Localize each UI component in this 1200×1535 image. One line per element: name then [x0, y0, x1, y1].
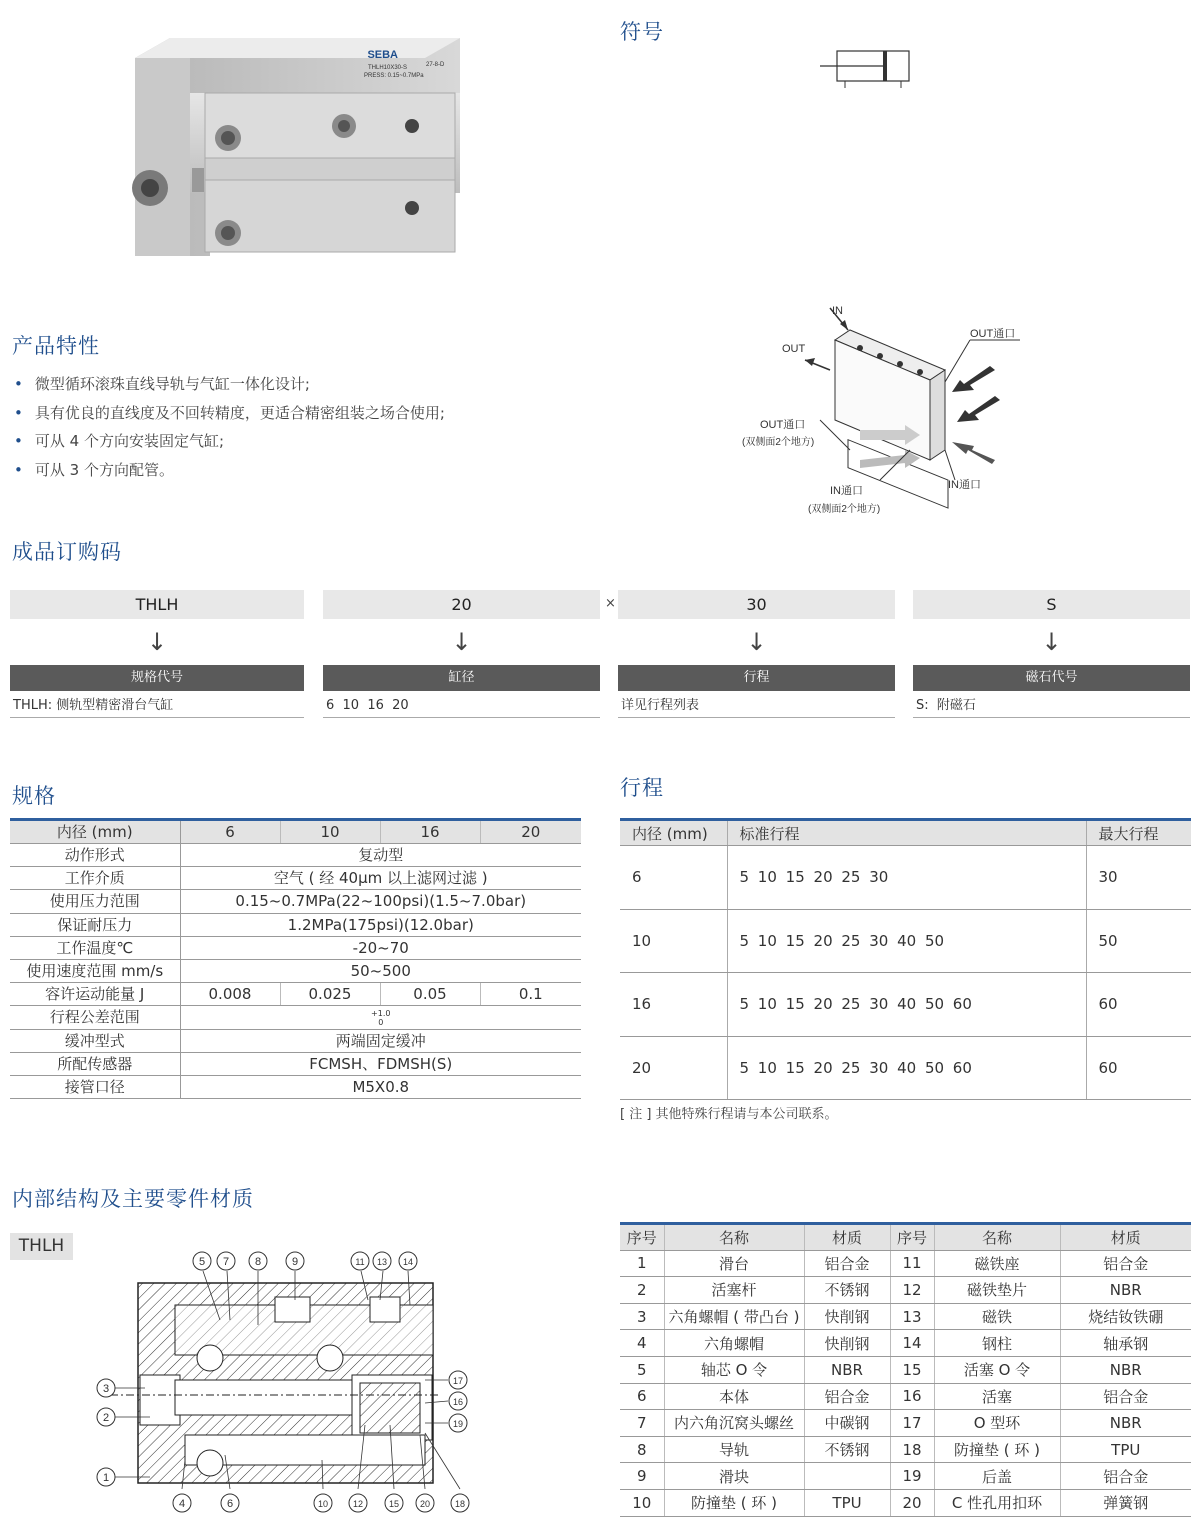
cell: NBR — [1060, 1356, 1191, 1383]
cell: 导轨 — [664, 1436, 804, 1463]
table-header-cell: 标准行程 — [727, 820, 1086, 846]
port-label-in: IN — [832, 305, 843, 317]
section-title-structure: 内部结构及主要零件材质 — [12, 1187, 254, 1211]
cell: 本体 — [664, 1383, 804, 1410]
bore-cell: 10 — [620, 909, 727, 973]
callout-19 — [449, 1414, 467, 1432]
cell: 快削钢 — [804, 1303, 890, 1330]
feature-item: • 微型循环滚珠直线导轨与气缸一体化设计; — [14, 370, 445, 399]
down-arrow-icon: ↓ — [146, 628, 168, 656]
cell: TPU — [1060, 1436, 1191, 1463]
callout-label: 20 — [419, 1499, 431, 1509]
cell: 7 — [620, 1410, 664, 1437]
callout-label: 14 — [402, 1257, 414, 1267]
callout-label: 11 — [355, 1257, 365, 1267]
table-row — [620, 1463, 1191, 1490]
cell: 20 — [890, 1489, 934, 1516]
bore-cell: 20 — [620, 1036, 727, 1100]
cell: 铝合金 — [804, 1250, 890, 1277]
table-row — [10, 959, 581, 982]
standard-stroke-cell: 5 10 15 20 25 30 40 50 60 — [727, 1036, 1086, 1100]
bore-cell: 6 — [620, 846, 727, 910]
cell: 磁铁垫片 — [934, 1277, 1060, 1304]
row-value: M5X0.8 — [180, 1075, 581, 1098]
section-title-features: 产品特性 — [12, 334, 100, 358]
table-row — [620, 909, 1191, 973]
callout-3 — [97, 1379, 115, 1397]
tolerance-lower: 0 — [378, 1017, 384, 1027]
callout-6 — [221, 1494, 239, 1512]
table-row — [620, 1410, 1191, 1437]
cell: 轴承钢 — [1060, 1330, 1191, 1357]
cell: NBR — [804, 1356, 890, 1383]
callout-label: 7 — [222, 1256, 230, 1268]
cell: 3 — [620, 1303, 664, 1330]
callout-14 — [399, 1252, 417, 1270]
cell: 铝合金 — [1060, 1463, 1191, 1490]
section-title-order-code: 成品订购码 — [12, 540, 122, 564]
row-value: 两端固定缓冲 — [180, 1029, 581, 1052]
cell: 铝合金 — [1060, 1250, 1191, 1277]
table-row — [10, 913, 581, 936]
order-code-label: 规格代号 — [10, 665, 304, 691]
callout-11 — [351, 1252, 369, 1270]
table-header-cell: 内径 (mm) — [10, 820, 180, 844]
row-value: 50~500 — [180, 959, 581, 982]
cell: 磁铁座 — [934, 1250, 1060, 1277]
product-code: 27-8-D — [426, 62, 445, 68]
callout-label: 17 — [452, 1376, 464, 1386]
stroke-note: [ 注 ] 其他特殊行程请与本公司联系。 — [620, 1107, 838, 1122]
max-stroke-cell: 60 — [1086, 1036, 1191, 1100]
feature-item: • 可从 3 个方向配管。 — [14, 456, 445, 485]
row-value: 空气 ( 经 40μm 以上滤网过滤 ) — [180, 867, 581, 890]
cell: 18 — [890, 1436, 934, 1463]
cell: 防撞垫 ( 环 ) — [664, 1489, 804, 1516]
cell: 滑台 — [664, 1250, 804, 1277]
table-row — [10, 867, 581, 890]
row-value: 0.025 — [280, 983, 380, 1006]
spec-table — [10, 818, 581, 1099]
table-row — [620, 1489, 1191, 1516]
cell: 4 — [620, 1330, 664, 1357]
section-title-symbol: 符号 — [620, 20, 664, 44]
internal-structure-diagram — [90, 1245, 480, 1525]
cell: 5 — [620, 1356, 664, 1383]
table-header-row — [620, 1224, 1191, 1251]
table-row — [10, 983, 581, 1006]
row-value: 0.1 — [480, 983, 581, 1006]
row-label: 所配传感器 — [10, 1052, 180, 1075]
callout-18 — [451, 1494, 469, 1512]
cell: 烧结钕铁硼 — [1060, 1303, 1191, 1330]
order-code-label: 磁石代号 — [913, 665, 1190, 691]
table-header-cell: 20 — [480, 820, 581, 844]
stroke-table — [620, 818, 1191, 1100]
row-label: 行程公差范围 — [10, 1006, 180, 1029]
cell: 活塞 — [934, 1383, 1060, 1410]
cell: 15 — [890, 1356, 934, 1383]
cell: NBR — [1060, 1277, 1191, 1304]
cell: 17 — [890, 1410, 934, 1437]
callout-label: 16 — [452, 1397, 464, 1407]
max-stroke-cell: 50 — [1086, 909, 1191, 973]
feature-list — [14, 370, 445, 484]
row-label: 容许运动能量 J — [10, 983, 180, 1006]
table-row — [620, 1303, 1191, 1330]
section-title-spec: 规格 — [12, 784, 56, 808]
table-header-cell: 序号 — [620, 1224, 664, 1251]
cell: 活塞杆 — [664, 1277, 804, 1304]
product-brand: SEBA — [367, 49, 398, 61]
table-row — [10, 890, 581, 913]
structure-model-tag: THLH — [10, 1233, 73, 1260]
order-code-label: 缸径 — [323, 665, 600, 691]
callout-20 — [416, 1494, 434, 1512]
port-label-in-port: IN通口 — [948, 479, 981, 491]
row-label: 使用速度范围 mm/s — [10, 959, 180, 982]
table-header-cell: 内径 (mm) — [620, 820, 727, 846]
standard-stroke-cell: 5 10 15 20 25 30 40 50 — [727, 909, 1086, 973]
callout-label: 13 — [376, 1257, 388, 1267]
table-row — [620, 1250, 1191, 1277]
table-row — [10, 844, 581, 867]
order-code-label: 行程 — [618, 665, 895, 691]
cell: 内六角沉窝头螺丝 — [664, 1410, 804, 1437]
cell: 16 — [890, 1383, 934, 1410]
cell: O 型环 — [934, 1410, 1060, 1437]
cell: NBR — [1060, 1410, 1191, 1437]
table-header-cell: 名称 — [934, 1224, 1060, 1251]
table-header-cell: 序号 — [890, 1224, 934, 1251]
row-value: 0.05 — [380, 983, 480, 1006]
callout-label: 9 — [291, 1256, 299, 1268]
row-value: -20~70 — [180, 936, 581, 959]
row-value: 0.15~0.7MPa(22~100psi)(1.5~7.0bar) — [180, 890, 581, 913]
callout-label: 1 — [102, 1472, 110, 1484]
cell: 六角螺帽 — [664, 1330, 804, 1357]
row-label: 工作温度℃ — [10, 936, 180, 959]
callout-label: 18 — [454, 1499, 466, 1509]
cell: 钢柱 — [934, 1330, 1060, 1357]
order-code-desc: THLH: 侧轨型精密滑台气缸 — [10, 694, 304, 718]
table-header-row — [10, 820, 581, 844]
cell: 19 — [890, 1463, 934, 1490]
cell: C 性孔用扣环 — [934, 1489, 1060, 1516]
table-row — [620, 973, 1191, 1037]
tolerance-upper: +1.0 — [371, 1008, 391, 1018]
callout-1 — [97, 1468, 115, 1486]
callout-label: 4 — [178, 1498, 186, 1510]
down-arrow-icon: ↓ — [451, 628, 472, 656]
row-label: 保证耐压力 — [10, 913, 180, 936]
row-label: 接管口径 — [10, 1075, 180, 1098]
parts-table — [620, 1222, 1191, 1517]
callout-16 — [449, 1392, 467, 1410]
max-stroke-cell: 60 — [1086, 973, 1191, 1037]
callout-label: 15 — [388, 1499, 400, 1509]
product-photo — [120, 18, 480, 263]
cell: 6 — [620, 1383, 664, 1410]
table-row — [10, 936, 581, 959]
cell — [804, 1463, 890, 1490]
callout-13 — [373, 1252, 391, 1270]
callout-9 — [286, 1252, 304, 1270]
cell: 铝合金 — [804, 1383, 890, 1410]
order-code-field: THLH — [10, 590, 304, 619]
callout-7 — [217, 1252, 235, 1270]
order-code-field: S — [913, 590, 1190, 619]
cell: 1 — [620, 1250, 664, 1277]
cell: 中碳钢 — [804, 1410, 890, 1437]
callout-12 — [349, 1494, 367, 1512]
callout-2 — [97, 1408, 115, 1426]
row-value: 0.008 — [180, 983, 280, 1006]
row-label: 使用压力范围 — [10, 890, 180, 913]
section-title-stroke: 行程 — [620, 776, 664, 800]
product-model: THLH10X30-S — [368, 65, 408, 71]
callout-10 — [314, 1494, 332, 1512]
callout-label: 19 — [452, 1419, 464, 1429]
table-header-cell: 名称 — [664, 1224, 804, 1251]
port-note-out-side: (双侧面2个地方) — [742, 437, 815, 448]
table-row — [620, 1356, 1191, 1383]
port-note-in-side: (双侧面2个地方) — [808, 504, 881, 515]
cell: 不锈钢 — [804, 1436, 890, 1463]
order-code-desc: S: 附磁石 — [913, 694, 1190, 718]
max-stroke-cell: 30 — [1086, 846, 1191, 910]
callout-label: 6 — [226, 1498, 234, 1510]
feature-item: • 具有优良的直线度及不回转精度，更适合精密组装之场合使用; — [14, 399, 445, 428]
cell: 弹簧钢 — [1060, 1489, 1191, 1516]
table-header-cell: 6 — [180, 820, 280, 844]
cell: 防撞垫 ( 环 ) — [934, 1436, 1060, 1463]
cylinder-symbol-icon — [815, 45, 915, 90]
callout-4 — [173, 1494, 191, 1512]
table-header-row — [620, 820, 1191, 846]
callout-8 — [249, 1252, 267, 1270]
row-value: 1.2MPa(175psi)(12.0bar) — [180, 913, 581, 936]
order-code-separator: × — [605, 596, 616, 611]
cell: 14 — [890, 1330, 934, 1357]
row-label: 缓冲型式 — [10, 1029, 180, 1052]
callout-label: 3 — [102, 1383, 110, 1395]
row-value: 复动型 — [180, 844, 581, 867]
cell: 后盖 — [934, 1463, 1060, 1490]
table-row — [620, 1277, 1191, 1304]
down-arrow-icon: ↓ — [746, 628, 767, 656]
cell: 滑块 — [664, 1463, 804, 1490]
cell: 11 — [890, 1250, 934, 1277]
callout-label: 5 — [198, 1256, 206, 1268]
table-row — [620, 1383, 1191, 1410]
port-diagram — [730, 300, 1060, 525]
port-label-out: OUT — [782, 343, 806, 355]
cell: 13 — [890, 1303, 934, 1330]
table-header-cell: 材质 — [804, 1224, 890, 1251]
table-row — [10, 1052, 581, 1075]
row-value — [180, 1006, 581, 1029]
table-row — [620, 1036, 1191, 1100]
callout-17 — [449, 1371, 467, 1389]
row-label: 工作介质 — [10, 867, 180, 890]
cell: 不锈钢 — [804, 1277, 890, 1304]
table-row — [620, 1436, 1191, 1463]
down-arrow-icon: ↓ — [1041, 628, 1062, 656]
standard-stroke-cell: 5 10 15 20 25 30 40 50 60 — [727, 973, 1086, 1037]
cell: 12 — [890, 1277, 934, 1304]
port-label-out-port: OUT通口 — [970, 328, 1016, 340]
table-row — [620, 846, 1191, 910]
table-row — [620, 1330, 1191, 1357]
bore-cell: 16 — [620, 973, 727, 1037]
callout-15 — [385, 1494, 403, 1512]
table-row — [10, 1075, 581, 1098]
callout-label: 10 — [317, 1499, 329, 1509]
row-value: FCMSH、FDMSH(S) — [180, 1052, 581, 1075]
order-code-desc: 6 10 16 20 — [323, 694, 600, 718]
product-press: PRESS: 0.15~0.7MPa — [364, 73, 424, 79]
order-code-desc: 详见行程列表 — [618, 694, 895, 718]
callout-5 — [193, 1252, 211, 1270]
port-label-in-side: IN通口 — [830, 485, 863, 497]
cell: 铝合金 — [1060, 1383, 1191, 1410]
feature-item: • 可从 4 个方向安装固定气缸; — [14, 427, 445, 456]
table-row — [10, 1006, 581, 1029]
cell: 六角螺帽 ( 带凸台 ) — [664, 1303, 804, 1330]
table-header-cell: 材质 — [1060, 1224, 1191, 1251]
cell: 轴芯 O 令 — [664, 1356, 804, 1383]
standard-stroke-cell: 5 10 15 20 25 30 — [727, 846, 1086, 910]
cell: 10 — [620, 1489, 664, 1516]
cell: 活塞 O 令 — [934, 1356, 1060, 1383]
port-label-out-side: OUT通口 — [760, 419, 806, 431]
table-header-cell: 10 — [280, 820, 380, 844]
cell: TPU — [804, 1489, 890, 1516]
callout-label: 2 — [102, 1412, 110, 1424]
callout-label: 12 — [352, 1499, 364, 1509]
table-row — [10, 1029, 581, 1052]
cell: 9 — [620, 1463, 664, 1490]
table-header-cell: 16 — [380, 820, 480, 844]
table-header-cell: 最大行程 — [1086, 820, 1191, 846]
callout-label: 8 — [254, 1256, 262, 1268]
order-code-field: 30 — [618, 590, 895, 619]
cell: 2 — [620, 1277, 664, 1304]
order-code-field: 20 — [323, 590, 600, 619]
cell: 8 — [620, 1436, 664, 1463]
cell: 磁铁 — [934, 1303, 1060, 1330]
cell: 快削钢 — [804, 1330, 890, 1357]
row-label: 动作形式 — [10, 844, 180, 867]
